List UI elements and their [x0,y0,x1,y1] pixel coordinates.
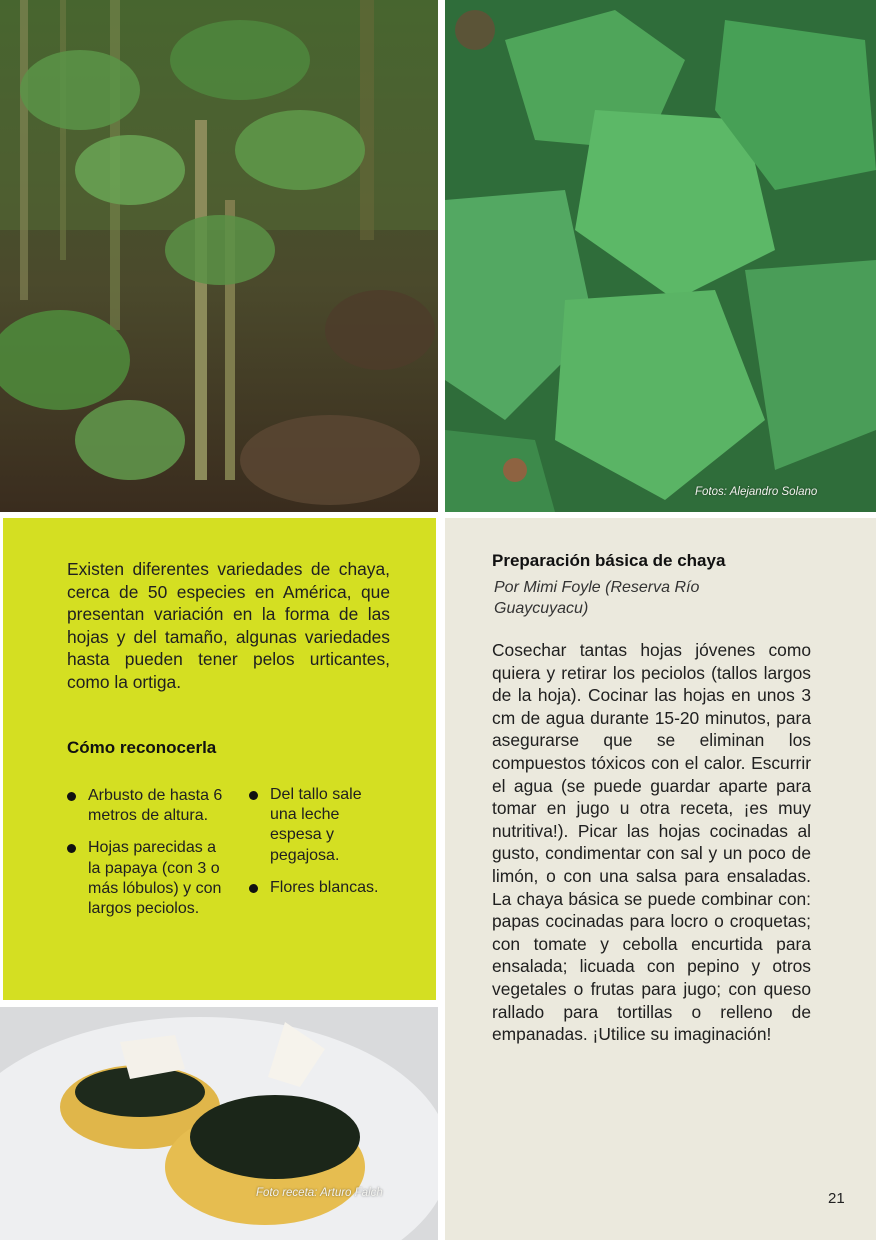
recipe-author: Por Mimi Foyle (Reserva Río Guaycuyacu) [494,579,700,617]
chaya-leaves-photo [445,0,876,512]
chaya-recipe-photo [0,1007,438,1240]
bullet-item: Arbusto de hasta 6 metros de altura. [67,786,232,826]
bullet-item: Hojas parecidas a la papaya (con 3 o más lóbulos) y con largos peciolos. [67,838,232,919]
bullet-item: Flores blancas. [249,878,389,898]
bullet-dot [67,844,76,853]
recipe-panel [445,518,876,1240]
bullet-list-left [67,786,232,931]
bullet-item: Del tallo sale una leche espesa y pegajosa. [249,785,389,866]
bullet-dot [67,792,76,801]
recipe-title: Preparación básica de chaya [492,551,726,570]
page-number: 21 [828,1190,845,1207]
bullet-dot [249,884,258,893]
varieties-panel [3,518,436,1000]
leaves-photo-credit: Fotos: Alejandro Solano [695,486,818,498]
bullet-list-right [249,785,389,910]
bullet-dot [249,791,258,800]
chaya-shrub-photo [0,0,438,512]
recipe-body: Cosechar tantas hojas jóvenes como quiera y retirar los peciolos (tallos largos de la hoja). Cocinar las hojas en unos 3 cm de agua durante 15-20 minutos, para asegurarse que se eliminan los compuestos tóxicos con el calor. Escurrir el agua (se puede guardar aparte para tomar en jugo u otra receta, ¡es muy nutritiva!). Picar las hojas cocinadas al gusto, condimentar con sal y un poco de limón, o con una salsa para ensaladas. La chaya básica se puede combinar con: papas cocinadas para locro o croquetas; con tomate y cebolla encurtida para ensalada; licuada con pepino y otros vegetales o frutas para jugo; con queso rallado para tortillas o relleno de empanadas. ¡Utilice su imaginación! [492,640,811,1045]
recognize-heading: Cómo reconocerla [67,738,217,757]
intro-paragraph: Existen diferentes variedades de chaya, cerca de 50 especies en América, que presentan variación en la forma de las hojas y del tamaño, algunas variedades hasta pueden tener pelos urticantes, como la ortiga. [67,559,390,692]
recipe-photo-credit: Foto receta: Arturo Falch [256,1187,383,1199]
